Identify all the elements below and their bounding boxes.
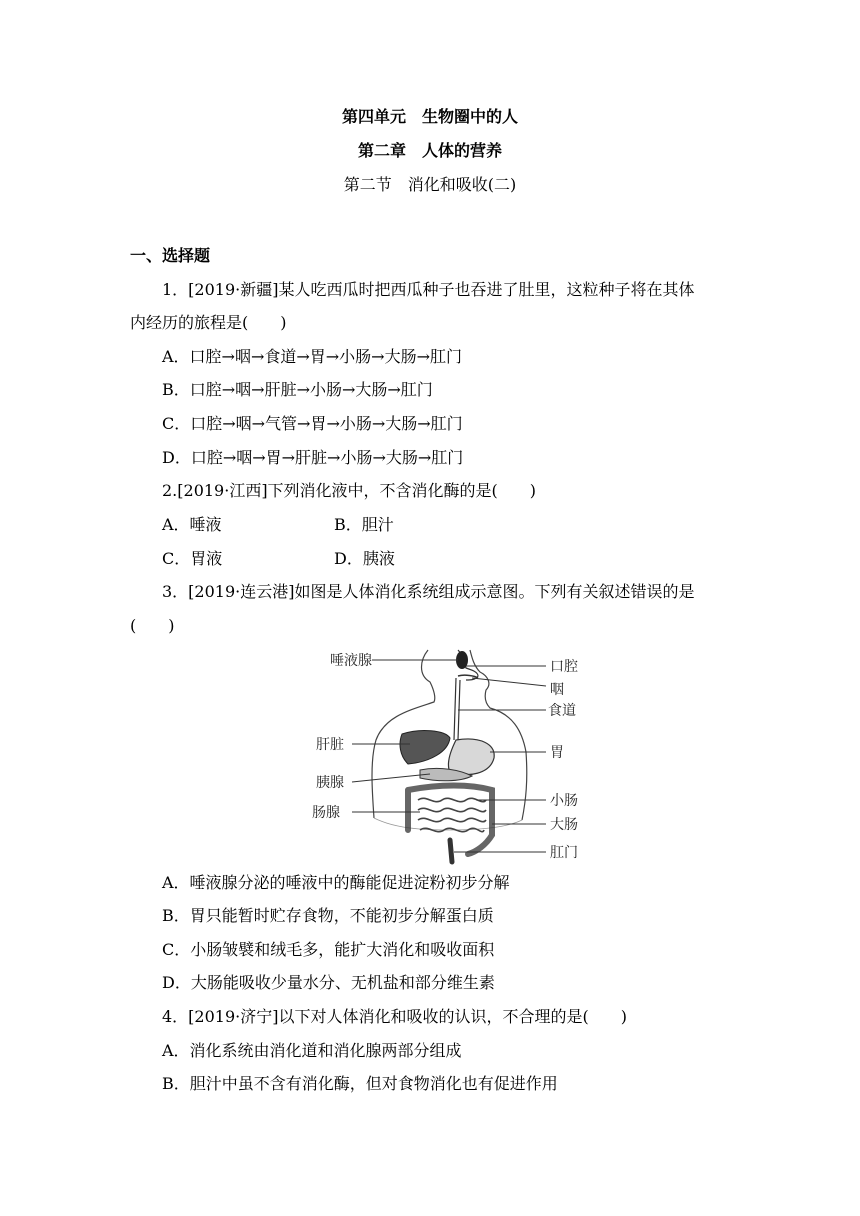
question-4-option-a: A．消化系统由消化道和消化腺两部分组成 [162,1041,462,1060]
question-3-option-d: D．大肠能吸收少量水分、无机盐和部分维生素 [162,973,495,992]
question-2-option-a: A．唾液 [162,515,222,534]
question-2-option-d: D．胰液 [334,549,395,568]
digestive-system-diagram [300,640,600,870]
question-1-stem-line1: 1．[2019·新疆]某人吃西瓜时把西瓜种子也吞进了肚里，这粒种子将在其体 [162,280,695,299]
label-intestinal-gland: 肠腺 [312,805,340,821]
question-2-option-b: B．胆汁 [334,515,394,534]
chapter-title: 第二章 人体的营养 [357,141,502,160]
label-pancreas: 胰腺 [316,775,344,791]
label-pharynx: 咽 [550,682,564,698]
question-1-option-a: A．口腔→咽→食道→胃→小肠→大肠→肛门 [162,347,462,366]
question-2-stem: 2.[2019·江西]下列消化液中，不含消化酶的是( ) [162,481,537,500]
question-2-option-c: C．胃液 [162,549,223,568]
label-anus: 肛门 [550,845,578,861]
question-1-option-d: D．口腔→咽→胃→肝脏→小肠→大肠→肛门 [162,448,464,467]
label-salivary-gland: 唾液腺 [330,653,372,669]
question-1-stem-line2: 内经历的旅程是( ) [130,313,287,332]
question-3-option-c: C．小肠皱襞和绒毛多，能扩大消化和吸收面积 [162,940,495,959]
question-3-option-b: B．胃只能暂时贮存食物，不能初步分解蛋白质 [162,906,494,925]
unit-title: 第四单元 生物圈中的人 [341,107,518,126]
label-large-intestine: 大肠 [550,817,578,833]
section-title: 第二节 消化和吸收(二) [343,175,517,194]
label-stomach: 胃 [550,745,564,761]
question-3-stem-line2: ( ) [130,616,175,635]
label-liver: 肝脏 [316,737,344,753]
question-3-option-a: A．唾液腺分泌的唾液中的酶能促进淀粉初步分解 [162,873,510,892]
question-4-stem: 4．[2019·济宁]以下对人体消化和吸收的认识，不合理的是( ) [162,1007,627,1026]
question-3-stem-line1: 3．[2019·连云港]如图是人体消化系统组成示意图。下列有关叙述错误的是 [162,582,695,601]
label-esophagus: 食道 [548,703,576,719]
question-1-option-b: B．口腔→咽→肝脏→小肠→大肠→肛门 [162,380,433,399]
section-heading: 一、选择题 [130,246,211,265]
question-4-option-b: B．胆汁中虽不含有消化酶，但对食物消化也有促进作用 [162,1074,558,1093]
label-oral-cavity: 口腔 [550,659,578,675]
question-1-option-c: C．口腔→咽→气管→胃→小肠→大肠→肛门 [162,414,463,433]
label-small-intestine: 小肠 [550,793,578,809]
